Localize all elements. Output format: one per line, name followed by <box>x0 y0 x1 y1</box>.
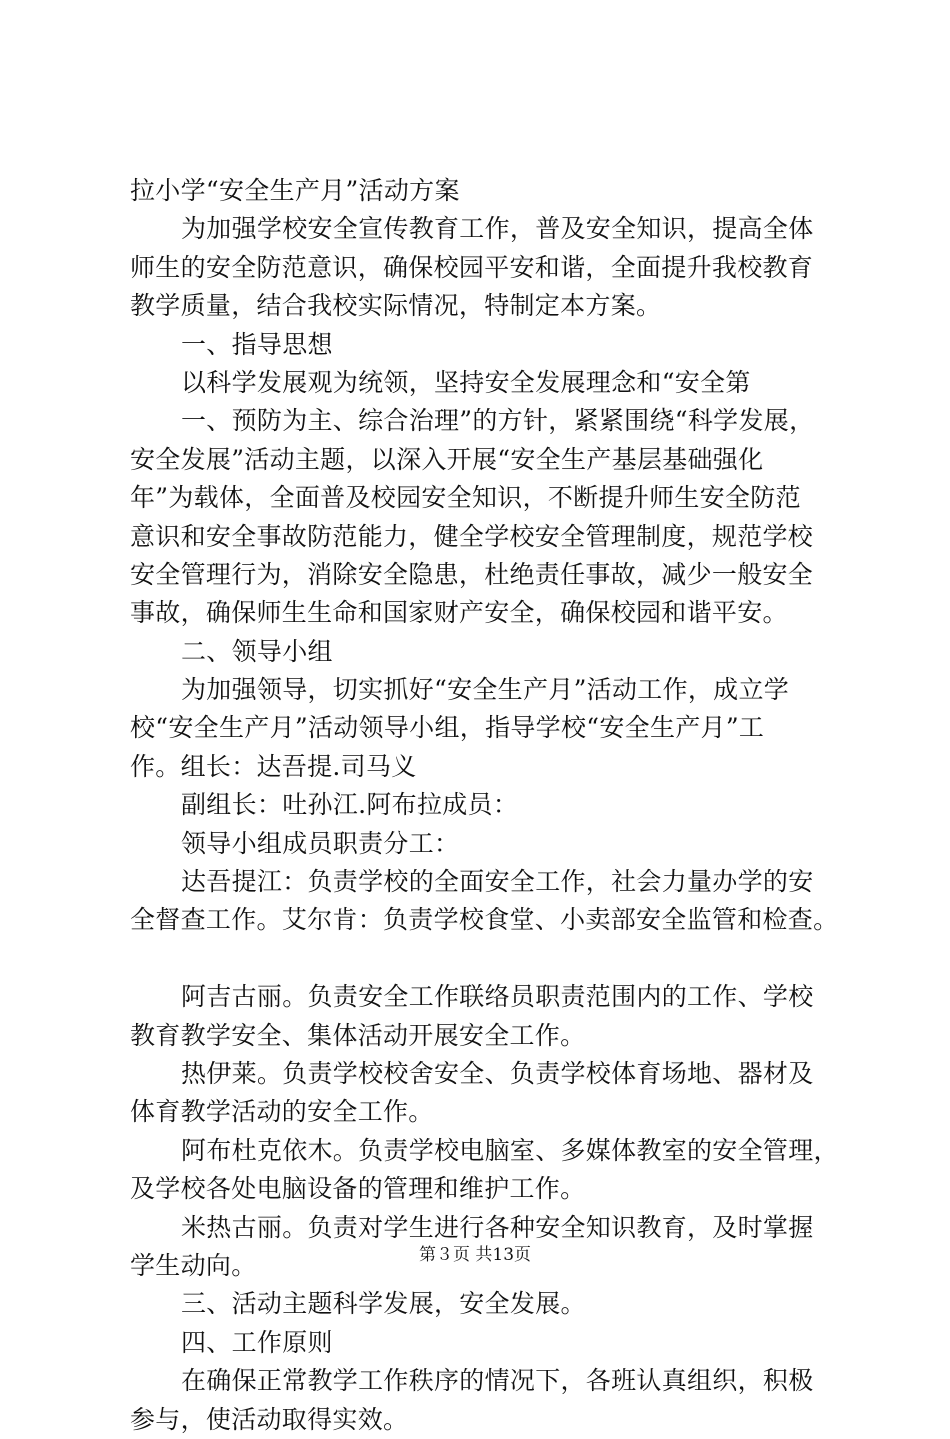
text-line: 阿吉古丽。负责安全工作联络员职责范围内的工作、学校 <box>181 982 814 1012</box>
text-line: 意识和安全事故防范能力，健全学校安全管理制度，规范学校 <box>130 521 814 551</box>
text-line: 一、指导思想 <box>181 329 333 359</box>
text-line: 二、领导小组 <box>181 636 333 666</box>
text-line: 全督查工作。艾尔肯：负责学校食堂、小卖部安全监管和检查。 <box>130 905 839 935</box>
text-line: 教学质量，结合我校实际情况，特制定本方案。 <box>130 291 662 321</box>
text-line: 安全管理行为，消除安全隐患，杜绝责任事故，减少一般安全 <box>130 559 814 589</box>
text-line: 达吾提江：负责学校的全面安全工作，社会力量办学的安 <box>181 867 814 897</box>
text-line: 事故，确保师生生命和国家财产安全，确保校园和谐平安。 <box>130 598 788 628</box>
text-line: 在确保正常教学工作秩序的情况下，各班认真组织，积极 <box>181 1366 814 1396</box>
text-line: 参与，使活动取得实效。 <box>130 1404 409 1434</box>
text-line: 学生动向。 <box>130 1250 257 1280</box>
text-line: 一、预防为主、综合治理”的方针，紧紧围绕“科学发展， <box>181 406 815 436</box>
text-line: 师生的安全防范意识，确保校园平安和谐，全面提升我校教育 <box>130 252 814 282</box>
text-line: 领导小组成员职责分工： <box>181 828 460 858</box>
text-line: 及学校各处电脑设备的管理和维护工作。 <box>130 1174 586 1204</box>
text-line: 热伊莱。负责学校校舍安全、负责学校体育场地、器材及 <box>181 1058 814 1088</box>
text-line: 阿布杜克依木。负责学校电脑室、多媒体教室的安全管理， <box>181 1135 839 1165</box>
text-line: 年”为载体，全面普及校园安全知识，不断提升师生安全防范 <box>130 483 801 513</box>
blank-line <box>130 940 850 978</box>
text-line: 为加强领导，切实抓好“安全生产月”活动工作，成立学 <box>181 675 790 705</box>
text-line: 副组长：吐孙江.阿布拉成员： <box>181 790 519 820</box>
text-line: 米热古丽。负责对学生进行各种安全知识教育，及时掌握 <box>181 1212 814 1242</box>
text-line: 体育教学活动的安全工作。 <box>130 1097 434 1127</box>
text-line: 教育教学安全、集体活动开展安全工作。 <box>130 1020 586 1050</box>
text-line: 校“安全生产月”活动领导小组，指导学校“安全生产月”工 <box>130 713 765 743</box>
text-line: 以科学发展观为统领，坚持安全发展理念和“安全第 <box>181 367 751 397</box>
text-line: 为加强学校安全宣传教育工作，普及安全知识，提高全体 <box>181 214 814 244</box>
document-title: 拉小学“安全生产月”活动方案 <box>130 176 460 205</box>
text-line: 三、活动主题科学发展，安全发展。 <box>181 1289 586 1319</box>
page-number-footer: 第３页 共13页 <box>418 1245 532 1265</box>
text-line: 安全发展”活动主题，以深入开展“安全生产基层基础强化 <box>130 444 764 474</box>
text-line: 四、工作原则 <box>181 1327 333 1357</box>
text-line: 作。组长：达吾提.司马义 <box>130 751 417 781</box>
